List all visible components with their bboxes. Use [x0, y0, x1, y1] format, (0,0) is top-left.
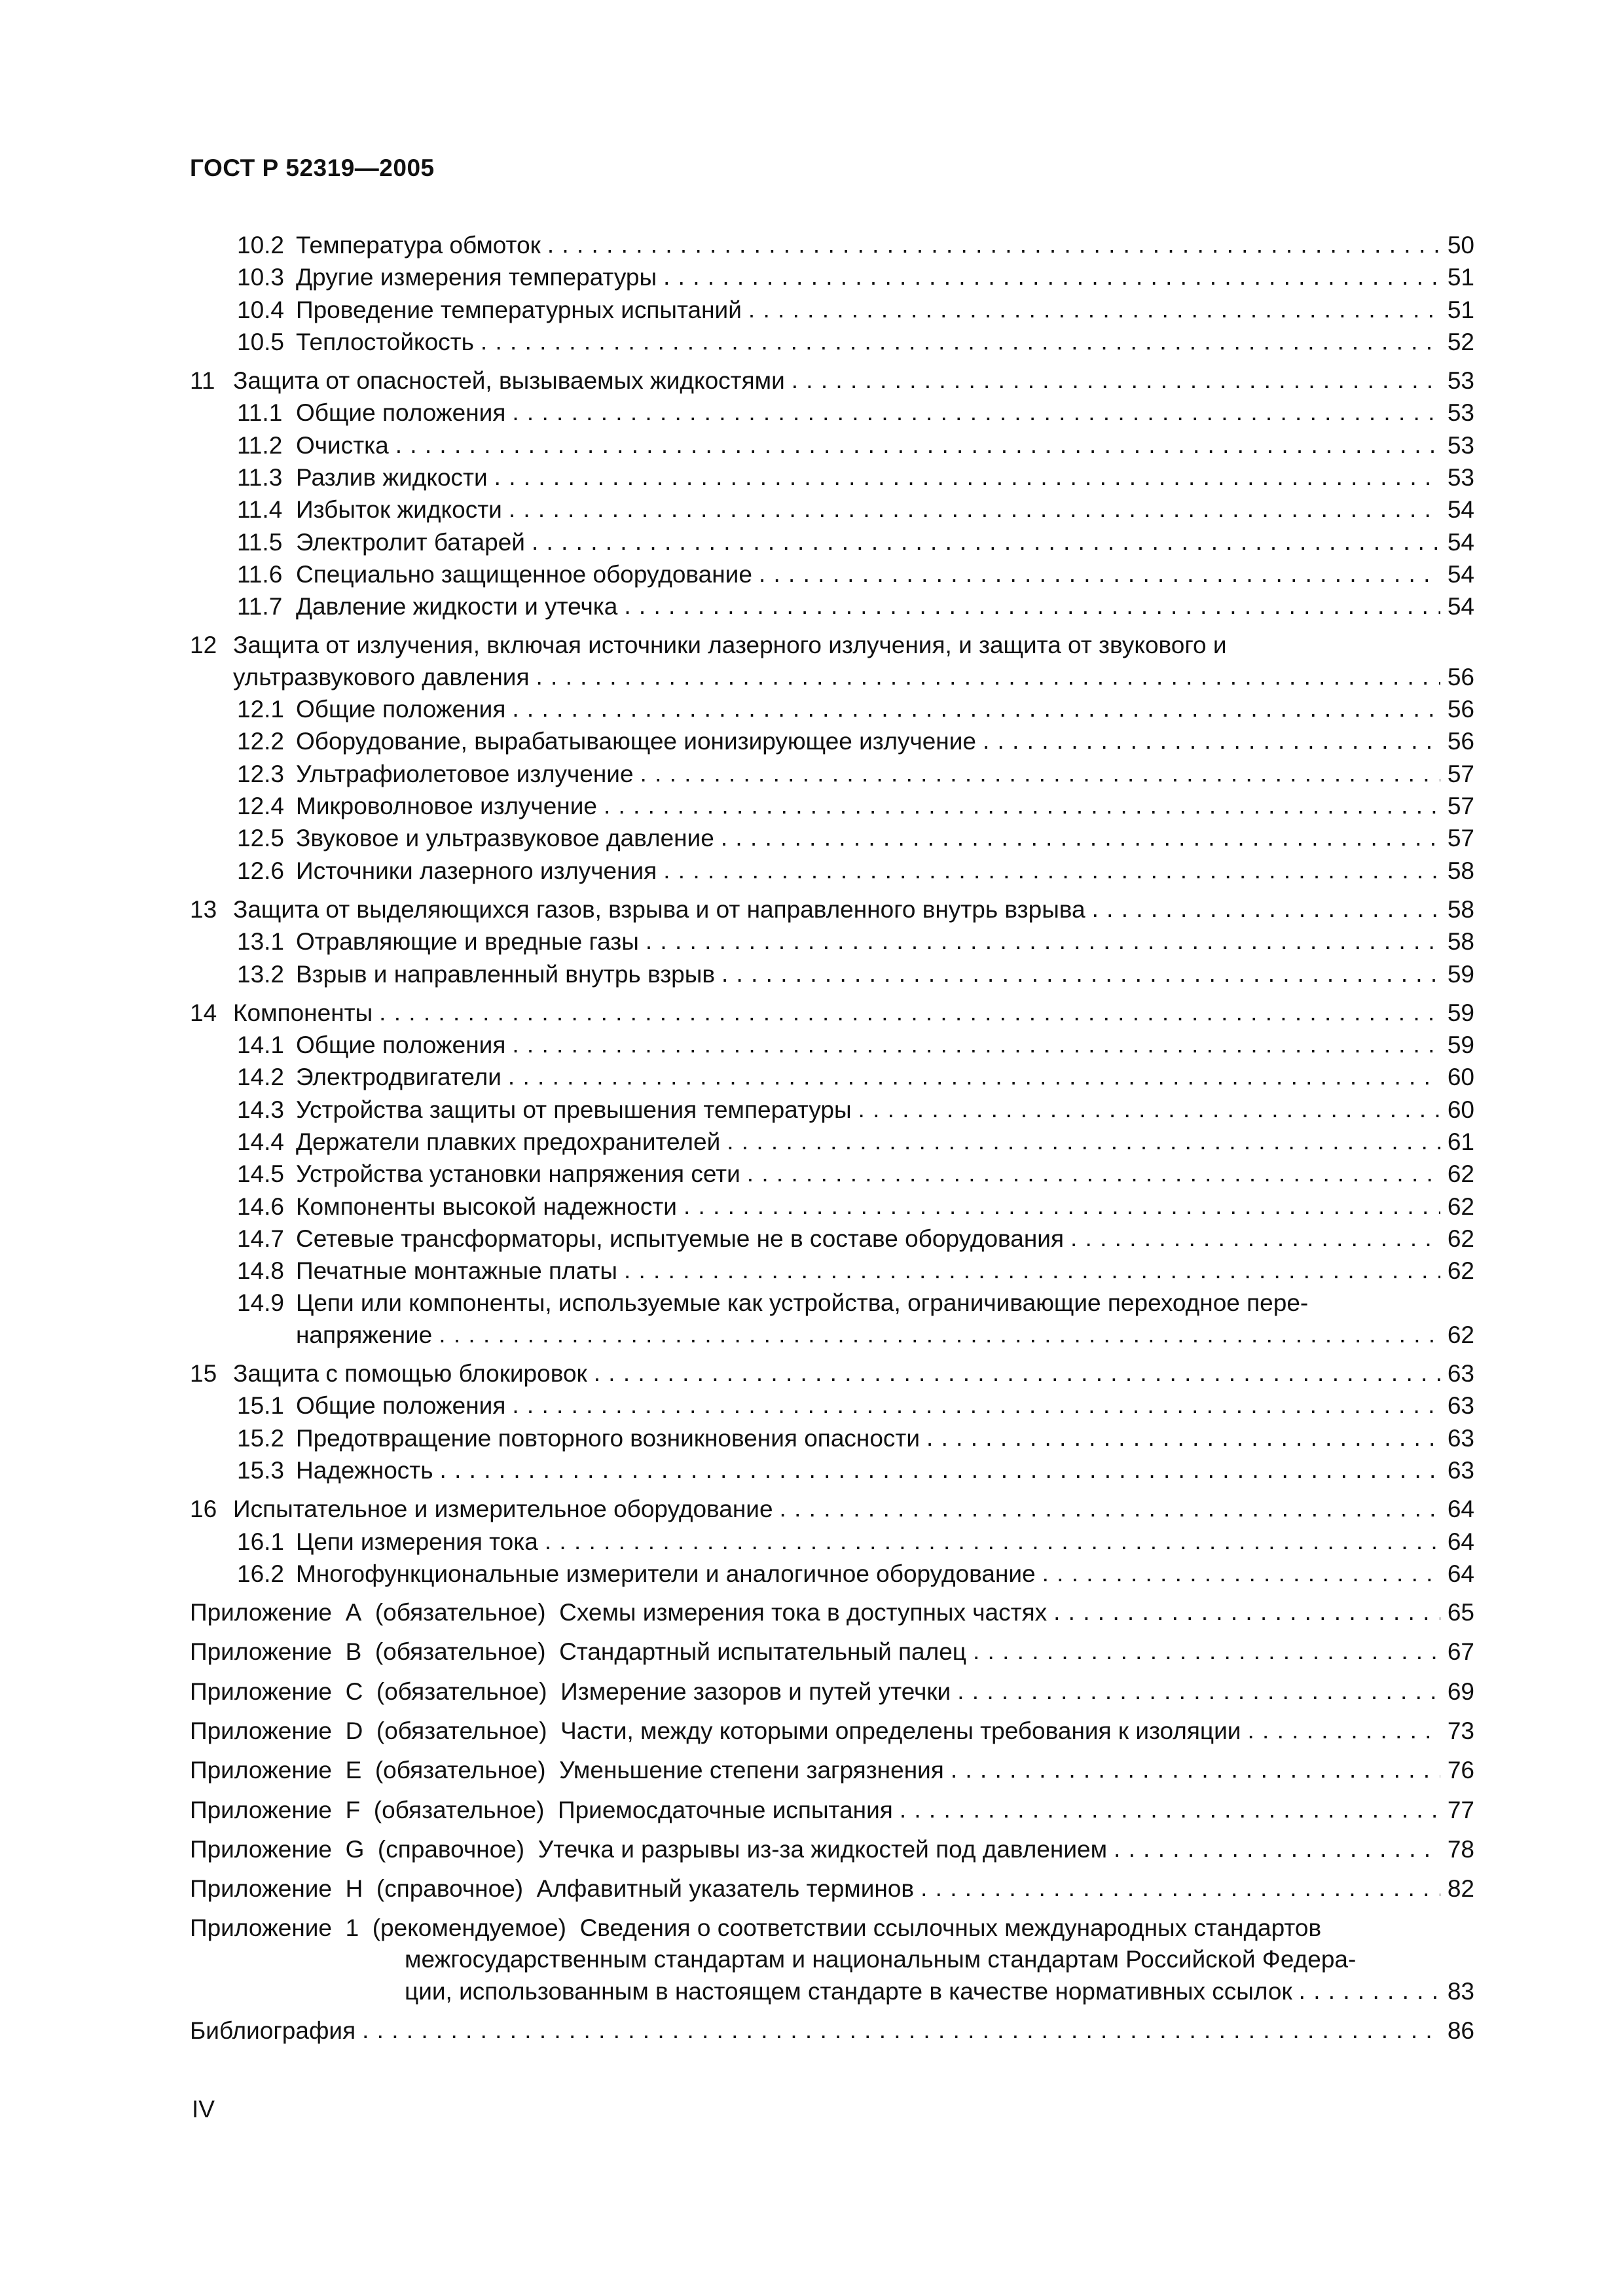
- toc-entry-continuation: [190, 1319, 1474, 1351]
- dot-leader: [1241, 1715, 1440, 1739]
- appendix-title: Части, между которыми определены требования к изоляции: [560, 1717, 1241, 1745]
- toc-entry-page: 61: [1447, 1128, 1474, 1156]
- toc-entry-title: Проведение температурных испытаний: [296, 296, 742, 323]
- toc-entry-title: Предотвращение повторного возникновения опасности: [296, 1424, 921, 1452]
- dot-leader: [914, 1873, 1440, 1897]
- toc-entry: [190, 790, 1474, 822]
- toc-entry-number: 11.2: [237, 431, 283, 459]
- toc-entry-page: 54: [1447, 528, 1474, 556]
- toc-entry-title: Электродвигатели: [296, 1064, 501, 1091]
- toc-entry-number: 16.2: [237, 1560, 285, 1587]
- appendix-label: Приложение: [190, 1875, 333, 1903]
- appendix-label: Приложение: [190, 1599, 333, 1626]
- appendix-letter: G: [345, 1835, 365, 1863]
- dot-leader: [541, 229, 1440, 253]
- page-number-footer: IV: [192, 2096, 215, 2123]
- appendix-title-continuation: [190, 1944, 1474, 1975]
- toc-entry-number: 10.4: [237, 296, 285, 323]
- dot-leader: [634, 758, 1440, 782]
- bibliography-page: 86: [1447, 2017, 1474, 2045]
- toc-entry-title: Цепи или компоненты, используемые как устройства, ограничивающие переходное пере-: [296, 1289, 1309, 1316]
- toc-entry-title: Компоненты: [233, 999, 373, 1026]
- toc-entry-title: Другие измерения температуры: [296, 264, 657, 291]
- dot-leader: [505, 397, 1440, 421]
- toc-entry: [190, 1526, 1474, 1558]
- toc-entry-page: 58: [1447, 895, 1474, 923]
- dot-leader: [1036, 1558, 1440, 1582]
- table-of-contents: [190, 229, 1474, 2047]
- page-header: ГОСТ Р 52319—2005: [190, 154, 435, 181]
- toc-entry-title: Давление жидкости и утечка: [296, 593, 618, 620]
- toc-entry-page: 64: [1447, 1496, 1474, 1523]
- toc-entry: [190, 1357, 1474, 1390]
- toc-entry-title: Защита от опасностей, вызываемых жидкостями: [233, 367, 785, 395]
- toc-entry-title: Очистка: [296, 431, 389, 459]
- toc-entry: [190, 997, 1474, 1029]
- toc-entry-number: 11.4: [237, 496, 283, 524]
- bibliography-title: Библиография: [190, 2017, 356, 2045]
- appendix-page: 77: [1447, 1796, 1474, 1823]
- appendix-label: Приложение: [190, 1717, 333, 1745]
- toc-entry-number: 11: [190, 367, 215, 395]
- dot-leader: [505, 1390, 1440, 1414]
- toc-entry: [190, 725, 1474, 757]
- toc-entry-number: 14.5: [237, 1160, 285, 1188]
- appendix-page: 83: [1447, 1978, 1474, 2005]
- toc-entry-page: 59: [1447, 960, 1474, 988]
- appendix-status: (справочное): [376, 1875, 524, 1903]
- appendix-title-continuation: [190, 1975, 1474, 2007]
- toc-entry-number: 14.8: [237, 1257, 285, 1285]
- toc-entry-title: Общие положения: [296, 399, 506, 427]
- appendix-page: 67: [1447, 1638, 1474, 1666]
- appendix-entry: [190, 1833, 1474, 1865]
- toc-entry-title: Специально защищенное оборудование: [296, 560, 752, 588]
- toc-entry-page: 59: [1447, 1031, 1474, 1059]
- dot-leader: [752, 558, 1440, 583]
- dot-leader: [951, 1676, 1440, 1700]
- toc-entry-title: Устройства защиты от превышения температуры: [296, 1096, 852, 1123]
- toc-entry-title: Взрыв и направленный внутрь взрыв: [296, 960, 715, 988]
- toc-entry-title: Общие положения: [296, 696, 506, 723]
- dot-leader: [389, 429, 1440, 454]
- toc-entry-page: 54: [1447, 560, 1474, 588]
- toc-entry-title: Оборудование, вырабатывающее ионизирующее излучение: [296, 728, 976, 755]
- toc-entry-page: 57: [1447, 760, 1474, 787]
- toc-entry: [190, 1029, 1474, 1061]
- appendix-label: Приложение: [190, 1796, 333, 1823]
- toc-entry-title: Теплостойкость: [296, 328, 474, 355]
- appendix-status: (обязательное): [374, 1638, 546, 1666]
- appendix-letter: В: [345, 1638, 362, 1666]
- appendix-entry: [190, 1596, 1474, 1628]
- toc-entry-title: Надежность: [296, 1456, 433, 1484]
- appendix-title: Уменьшение степени загрязнения: [559, 1757, 944, 1784]
- toc-entry-title: Испытательное и измерительное оборудование: [233, 1496, 773, 1523]
- toc-entry-number: 13.1: [237, 928, 285, 956]
- appendix-title: Схемы измерения тока в доступных частях: [559, 1599, 1048, 1626]
- appendix-label: Приложение: [190, 1914, 333, 1941]
- toc-entry-number: 14.6: [237, 1193, 285, 1220]
- dot-leader: [742, 294, 1440, 318]
- appendix-status: (обязательное): [373, 1796, 545, 1823]
- toc-entry-number: 14.4: [237, 1128, 285, 1156]
- dot-leader: [944, 1754, 1440, 1778]
- toc-entry-number: 12.3: [237, 760, 285, 787]
- appendix-page: 65: [1447, 1599, 1474, 1626]
- dot-leader: [1047, 1596, 1440, 1621]
- toc-entry-number: 13: [190, 895, 217, 923]
- toc-entry-title: Цепи измерения тока: [296, 1528, 538, 1555]
- dot-leader: [677, 1191, 1440, 1215]
- dot-leader: [639, 925, 1440, 950]
- appendix-letter: Е: [345, 1757, 362, 1784]
- toc-entry-page: 59: [1447, 999, 1474, 1026]
- toc-entry-page: 60: [1447, 1096, 1474, 1123]
- appendix-page: 78: [1447, 1835, 1474, 1863]
- appendix-entry: [190, 1636, 1474, 1668]
- toc-entry-page: 54: [1447, 593, 1474, 620]
- toc-entry-title: Ультрафиолетовое излучение: [296, 760, 634, 787]
- dot-leader: [785, 365, 1440, 389]
- toc-entry: [190, 893, 1474, 925]
- dot-leader: [501, 1061, 1440, 1085]
- toc-entry-title: напряжение: [296, 1321, 433, 1348]
- toc-entry-title: Сетевые трансформаторы, испытуемые не в составе оборудования: [296, 1225, 1064, 1252]
- toc-entry: [190, 630, 1474, 661]
- toc-entry: [190, 1191, 1474, 1223]
- toc-entry-number: 15.1: [237, 1392, 285, 1420]
- appendix-status: (обязательное): [376, 1717, 547, 1745]
- dot-leader: [920, 1422, 1440, 1446]
- toc-entry-page: 64: [1447, 1560, 1474, 1587]
- toc-entry-number: 14.1: [237, 1031, 285, 1059]
- dot-leader: [488, 461, 1440, 486]
- toc-entry: [190, 758, 1474, 790]
- dot-leader: [966, 1636, 1440, 1660]
- toc-entry-number: 14.2: [237, 1064, 285, 1091]
- toc-entry-title: Отравляющие и вредные газы: [296, 928, 639, 956]
- appendix-status: (рекомендуемое): [372, 1914, 566, 1941]
- dot-leader: [617, 1255, 1440, 1279]
- toc-entry-number: 12.4: [237, 793, 285, 820]
- toc-entry-title: Компоненты высокой надежности: [296, 1193, 677, 1220]
- appendix-letter: D: [345, 1717, 363, 1745]
- appendix-entry: [190, 1754, 1474, 1786]
- toc-entry-page: 56: [1447, 663, 1474, 691]
- toc-entry-title: Общие положения: [296, 1392, 506, 1420]
- dot-leader: [587, 1357, 1440, 1382]
- appendix-title-line: межгосударственным стандартам и национальным стандартам Российской Федера-: [405, 1945, 1357, 1973]
- toc-entry-number: 15.3: [237, 1456, 285, 1484]
- appendix-title: Сведения о соответствии ссылочных международных стандартов: [579, 1914, 1322, 1941]
- toc-entry: [190, 558, 1474, 590]
- appendix-title: Алфавитный указатель терминов: [536, 1875, 915, 1903]
- toc-entry-title: Звуковое и ультразвуковое давление: [296, 825, 714, 852]
- dot-leader: [1292, 1975, 1440, 2000]
- toc-entry: [190, 855, 1474, 887]
- dot-leader: [720, 1126, 1440, 1150]
- toc-entry-title: Защита от излучения, включая источники лазерного излучения, и защита от звукового и: [233, 631, 1227, 658]
- appendix-status: (обязательное): [376, 1677, 547, 1705]
- toc-entry: [190, 493, 1474, 526]
- appendix-entry: [190, 1873, 1474, 1905]
- toc-entry: [190, 1255, 1474, 1287]
- toc-entry-page: 64: [1447, 1528, 1474, 1555]
- dot-leader: [538, 1526, 1440, 1550]
- toc-entry-number: 11.3: [237, 464, 283, 492]
- dot-leader: [714, 822, 1440, 846]
- dot-leader: [597, 790, 1440, 814]
- appendix-page: 73: [1447, 1717, 1474, 1745]
- toc-entry: [190, 229, 1474, 261]
- dot-leader: [356, 2015, 1440, 2039]
- appendix-entry: [190, 1715, 1474, 1747]
- toc-entry-title: Общие положения: [296, 1031, 506, 1059]
- toc-entry: [190, 1390, 1474, 1422]
- toc-entry-number: 13.2: [237, 960, 285, 988]
- toc-entry-page: 52: [1447, 328, 1474, 355]
- toc-entry-page: 58: [1447, 928, 1474, 956]
- appendix-label: Приложение: [190, 1757, 333, 1784]
- appendix-label: Приложение: [190, 1677, 333, 1705]
- toc-entry-number: 14.3: [237, 1096, 285, 1123]
- toc-entry-title: Защита с помощью блокировок: [233, 1360, 587, 1388]
- toc-entry-page: 63: [1447, 1392, 1474, 1420]
- toc-entry-title: Многофункциональные измерители и аналогичное оборудование: [296, 1560, 1036, 1587]
- toc-entry-page: 51: [1447, 296, 1474, 323]
- toc-entry-page: 63: [1447, 1456, 1474, 1484]
- dot-leader: [893, 1794, 1440, 1818]
- toc-entry: [190, 822, 1474, 854]
- toc-entry-title: Микроволновое излучение: [296, 793, 597, 820]
- toc-entry: [190, 1454, 1474, 1486]
- toc-entry-number: 11.5: [237, 528, 283, 556]
- toc-entry-number: 14.9: [237, 1289, 285, 1316]
- toc-entry-number: 12.1: [237, 696, 285, 723]
- appendix-label: Приложение: [190, 1835, 333, 1863]
- appendix-entry: [190, 1912, 1474, 1944]
- appendix-letter: А: [345, 1599, 362, 1626]
- toc-entry-page: 56: [1447, 728, 1474, 755]
- toc-entry-page: 60: [1447, 1064, 1474, 1091]
- toc-entry: [190, 925, 1474, 958]
- appendix-status: (обязательное): [374, 1757, 546, 1784]
- toc-entry-title: Держатели плавких предохранителей: [296, 1128, 721, 1156]
- toc-entry-page: 62: [1447, 1257, 1474, 1285]
- dot-leader: [617, 590, 1440, 615]
- dot-leader: [852, 1094, 1440, 1118]
- toc-entry-page: 51: [1447, 264, 1474, 291]
- toc-entry-number: 10.2: [237, 232, 285, 259]
- toc-entry: [190, 1223, 1474, 1255]
- toc-entry-page: 57: [1447, 825, 1474, 852]
- appendix-entry: [190, 1794, 1474, 1826]
- appendix-letter: 1: [345, 1914, 359, 1941]
- toc-entry-page: 54: [1447, 496, 1474, 524]
- toc-entry-title: ультразвукового давления: [233, 663, 530, 691]
- toc-entry: [190, 429, 1474, 461]
- dot-leader: [432, 1319, 1440, 1343]
- dot-leader: [373, 997, 1440, 1021]
- toc-entry-page: 57: [1447, 793, 1474, 820]
- toc-entry: [190, 1422, 1474, 1454]
- toc-entry-number: 16.1: [237, 1528, 285, 1555]
- toc-entry-title: Электролит батарей: [296, 528, 525, 556]
- appendix-title: Приемосдаточные испытания: [558, 1796, 893, 1823]
- toc-entry-page: 58: [1447, 857, 1474, 884]
- toc-entry-title: Температура обмоток: [296, 232, 541, 259]
- appendix-page: 69: [1447, 1677, 1474, 1705]
- appendix-letter: С: [345, 1677, 363, 1705]
- toc-entry: [190, 261, 1474, 293]
- toc-entry-number: 12.2: [237, 728, 285, 755]
- toc-entry-number: 12.5: [237, 825, 285, 852]
- appendix-letter: Н: [345, 1875, 363, 1903]
- toc-entry-number: 12: [190, 631, 217, 658]
- dot-leader: [1064, 1223, 1440, 1247]
- dot-leader: [525, 526, 1440, 550]
- appendix-page: 76: [1447, 1757, 1474, 1784]
- dot-leader: [1107, 1833, 1440, 1857]
- toc-entry-number: 15: [190, 1360, 217, 1388]
- dot-leader: [433, 1454, 1440, 1479]
- appendix-title: Измерение зазоров и путей утечки: [560, 1677, 951, 1705]
- toc-entry: [190, 1061, 1474, 1093]
- dot-leader: [474, 326, 1440, 350]
- dot-leader: [657, 261, 1440, 285]
- toc-entry-page: 53: [1447, 399, 1474, 427]
- appendix-title: Стандартный испытательный палец: [559, 1638, 966, 1666]
- toc-entry-page: 63: [1447, 1360, 1474, 1388]
- toc-entry-page: 62: [1447, 1160, 1474, 1188]
- dot-leader: [502, 493, 1440, 518]
- toc-entry-title: Устройства установки напряжения сети: [296, 1160, 740, 1188]
- toc-entry: [190, 526, 1474, 558]
- toc-entry-title: Защита от выделяющихся газов, взрыва и от направленного внутрь взрыва: [233, 895, 1085, 923]
- toc-entry-page: 50: [1447, 232, 1474, 259]
- toc-entry: [190, 1126, 1474, 1158]
- appendix-label: Приложение: [190, 1638, 333, 1666]
- toc-entry: [190, 1287, 1474, 1319]
- toc-entry-page: 63: [1447, 1424, 1474, 1452]
- toc-entry: [190, 1558, 1474, 1590]
- appendix-title-line: ции, использованным в настоящем стандарте в качестве нормативных ссылок: [405, 1978, 1292, 2005]
- toc-entry-title: Избыток жидкости: [296, 496, 502, 524]
- dot-leader: [529, 661, 1440, 685]
- dot-leader: [505, 1029, 1440, 1053]
- dot-leader: [657, 855, 1440, 879]
- appendix-status: (справочное): [377, 1835, 525, 1863]
- toc-entry-title: Источники лазерного излучения: [296, 857, 657, 884]
- dot-leader: [976, 725, 1440, 749]
- dot-leader: [740, 1158, 1440, 1182]
- toc-entry-number: 11.6: [237, 560, 283, 588]
- toc-entry: [190, 1094, 1474, 1126]
- toc-entry: [190, 461, 1474, 493]
- toc-entry-number: 14.7: [237, 1225, 285, 1252]
- toc-entry-title: Разлив жидкости: [296, 464, 488, 492]
- toc-entry-number: 14: [190, 999, 217, 1026]
- toc-entry-continuation: [190, 661, 1474, 693]
- bibliography-entry: [190, 2015, 1474, 2047]
- appendix-status: (обязательное): [374, 1599, 546, 1626]
- toc-entry-number: 11.1: [237, 399, 283, 427]
- toc-entry-page: 56: [1447, 696, 1474, 723]
- toc-entry: [190, 693, 1474, 725]
- toc-entry: [190, 294, 1474, 326]
- dot-leader: [715, 958, 1440, 982]
- toc-entry-number: 11.7: [237, 593, 283, 620]
- dot-leader: [505, 693, 1440, 717]
- toc-entry-page: 62: [1447, 1321, 1474, 1348]
- toc-entry: [190, 365, 1474, 397]
- appendix-letter: F: [345, 1796, 361, 1823]
- toc-entry-page: 53: [1447, 464, 1474, 492]
- toc-entry-page: 53: [1447, 431, 1474, 459]
- dot-leader: [773, 1493, 1440, 1517]
- toc-entry-page: 53: [1447, 367, 1474, 395]
- toc-entry-number: 10.3: [237, 264, 285, 291]
- toc-entry: [190, 397, 1474, 429]
- toc-entry-page: 62: [1447, 1193, 1474, 1220]
- toc-entry-number: 10.5: [237, 328, 285, 355]
- dot-leader: [1085, 893, 1440, 918]
- toc-entry: [190, 590, 1474, 622]
- toc-entry-number: 15.2: [237, 1424, 285, 1452]
- appendix-title: Утечка и разрывы из-за жидкостей под давлением: [538, 1835, 1108, 1863]
- appendix-page: 82: [1447, 1875, 1474, 1903]
- appendix-entry: [190, 1676, 1474, 1708]
- toc-entry-number: 16: [190, 1496, 217, 1523]
- toc-entry-number: 12.6: [237, 857, 285, 884]
- toc-entry: [190, 1158, 1474, 1190]
- toc-entry: [190, 326, 1474, 358]
- toc-entry: [190, 1493, 1474, 1525]
- toc-entry-page: 62: [1447, 1225, 1474, 1252]
- toc-entry: [190, 958, 1474, 990]
- toc-entry-title: Печатные монтажные платы: [296, 1257, 617, 1285]
